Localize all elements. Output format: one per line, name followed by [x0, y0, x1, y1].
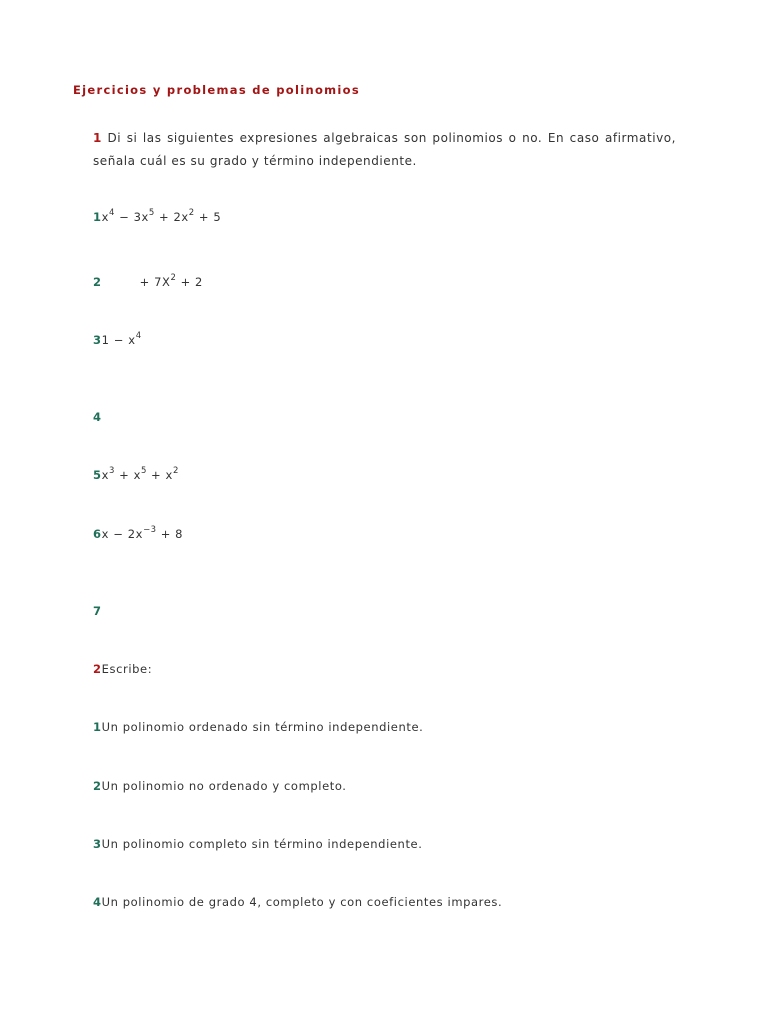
task-3: 3Un polinomio completo sin término independiente.: [93, 837, 423, 851]
exercise-1-statement: [93, 127, 676, 172]
task-number: 3: [93, 837, 102, 851]
page-title: Ejercicios y problemas de polinomios: [73, 83, 361, 97]
exercise-1-number: 1: [93, 131, 102, 145]
expression-4: [93, 409, 102, 425]
task-2: 2Un polinomio no ordenado y completo.: [93, 779, 347, 793]
expression-3: $31 - x^4$: [93, 331, 142, 347]
exercise-2-number: 2: [93, 662, 102, 676]
expression-number: 2: [93, 275, 102, 289]
task-1: 1Un polinomio ordenado sin término independiente.: [93, 720, 424, 734]
task-number: 2: [93, 779, 102, 793]
task-number: 4: [93, 895, 102, 909]
expression-number: 1: [93, 210, 102, 224]
expression-6: $6x - 2x^{-3} + 8$: [93, 525, 184, 541]
expression-5: $5x^3 + x^5 + x^2$: [93, 466, 179, 482]
exercise-2-text: Escribe:: [101, 662, 153, 676]
expression-number: 7: [93, 604, 102, 618]
exercise-1-text: Di si las siguientes expresiones algebraicas son polinomios o no. En caso afirmativo, señala cuál es su grado y término independiente.: [93, 131, 676, 168]
expression-7: [93, 603, 102, 619]
expression-2: $2 + 7X^2 + 2$: [93, 273, 203, 289]
exercise-2-statement: [93, 661, 152, 677]
expression-1: $1x^4 - 3x^5 + 2x^2 + 5$: [93, 208, 222, 224]
expression-number: 3: [93, 333, 102, 347]
expression-number: 6: [93, 527, 102, 541]
expression-number: 5: [93, 468, 102, 482]
task-number: 1: [93, 720, 102, 734]
expression-number: 4: [93, 410, 102, 424]
task-4: 4Un polinomio de grado 4, completo y con coeficientes impares.: [93, 895, 503, 909]
